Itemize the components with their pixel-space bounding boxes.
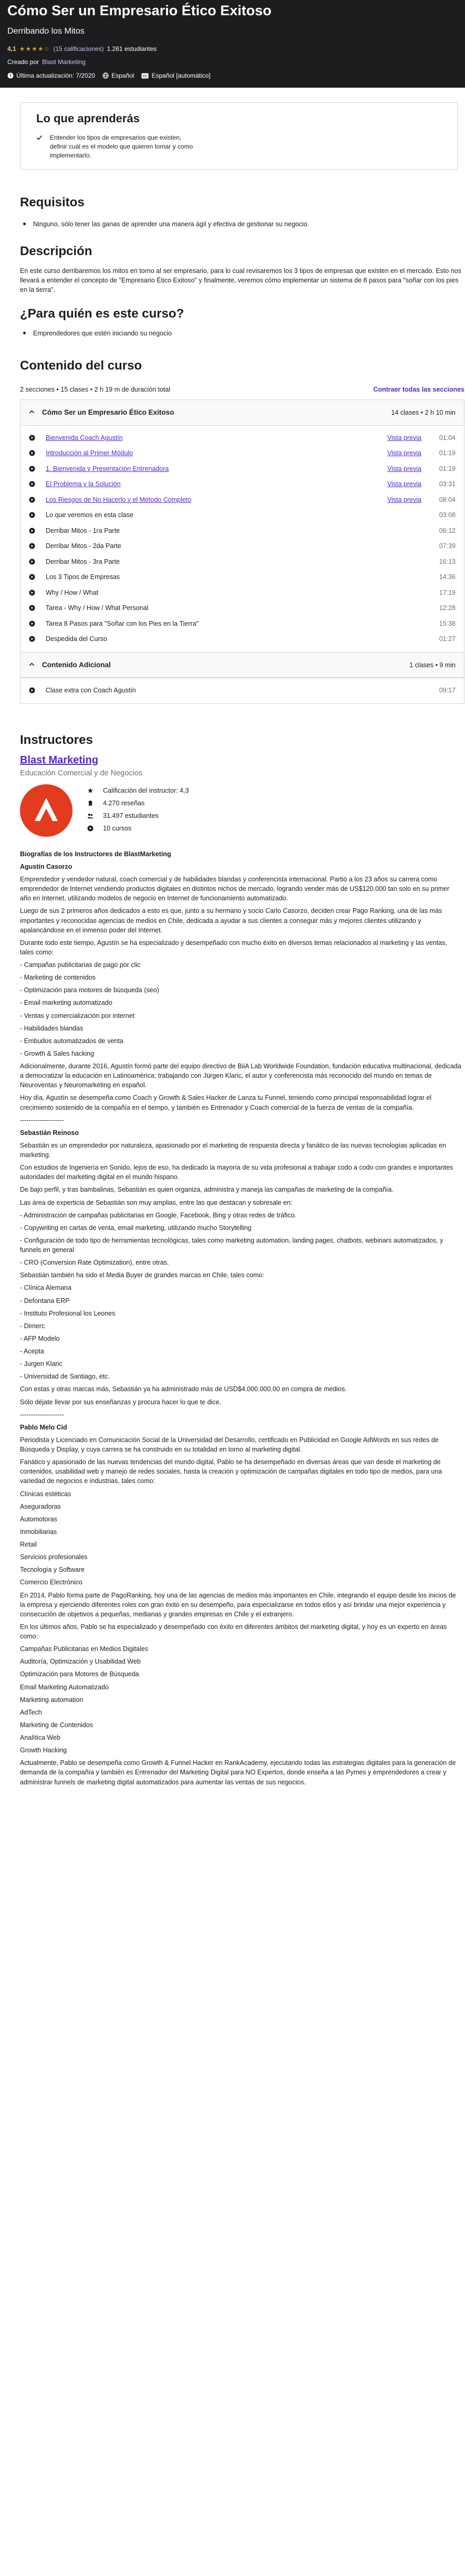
- lecture-row: [20, 554, 464, 570]
- bio-paragraph: Hoy día, Agustín se desempeña como Coach y Growth & Sales Hacker de Lanza tu Funnel, teniendo como principal responsabilidad lograr el crecimiento sostenido de la compañía en el tiempo, y también es Entrenador y Coach comercial de la fuerza de ventas de la compañía.: [20, 1094, 432, 1111]
- play-circle-icon: [29, 590, 35, 596]
- lecture-row: [20, 523, 464, 539]
- lecture-duration: 14:36: [439, 573, 456, 581]
- lecture-list: [20, 426, 464, 652]
- lecture-row[interactable]: [20, 430, 464, 446]
- bio-paragraph: Comercio Electrónico: [20, 1579, 82, 1586]
- lecture-row[interactable]: [20, 476, 464, 492]
- instructor-profile: [20, 784, 465, 837]
- lecture-row: [20, 631, 464, 647]
- course-title: Cómo Ser un Empresario Ético Exitoso: [7, 3, 272, 18]
- bio-paragraph: Inmobiliarias: [20, 1528, 57, 1536]
- lecture-row: [20, 616, 464, 632]
- play-circle-icon: [29, 466, 35, 472]
- lecture-row: [20, 569, 464, 585]
- description-text: En este curso derribaremos los mitos en torno al ser empresario, para lo cual revisaremos los 3 tipos de empresas que existen en el mercado. Esto nos llevará a entender el concepto de "Empresario Ético Exitoso" y finalmente, veremos cómo implementar un sistema de 8 pasos para "soñar con los pies en la tierra".: [20, 267, 461, 294]
- lecture-title[interactable]: Los Riesgos de No Hacerlo y el Método Completo: [46, 496, 192, 503]
- description-title: Descripción: [20, 244, 92, 259]
- lecture-list: [20, 678, 464, 703]
- description-body: [20, 266, 465, 295]
- requirements-title: Requisitos: [20, 195, 85, 210]
- lecture-duration: 01:19: [439, 465, 456, 472]
- play-circle-icon: [29, 435, 35, 441]
- bio-paragraph: Marketing automation: [20, 1696, 84, 1704]
- chevron-up-icon: [29, 409, 35, 415]
- course-content-title: Contenido del curso: [20, 359, 142, 373]
- bio-paragraph: Sebastián también ha sido el Media Buyer de grandes marcas en Chile, tales como:: [20, 1271, 264, 1279]
- bio-paragraph: - Embudos automatizados de venta: [20, 1037, 123, 1045]
- instructor-logo-icon: [30, 795, 62, 826]
- what-you-learn-title: Lo que aprenderás: [36, 112, 140, 125]
- lecture-row: [20, 585, 464, 601]
- audience-list: [20, 329, 465, 338]
- bio-paragraph: Fanático y apasionado de las nuevas tendencias del mundo digital, Pablo se ha desempeñado en diversas áreas que van desde el marketing de contenidos, usabilidad web y manejo de redes sociales, hasta la creación y optimización de campañas digitales en todo tipo de medios, para una variedad de negocios e industrias, tales como:: [20, 1458, 442, 1485]
- bio-paragraph: AdTech: [20, 1708, 42, 1716]
- bio-paragraph: Actualmente, Pablo se desempeña como Growth & Funnel Hacker en RankAcademy, ejecutando todas las estrategias digitales para la generación de demanda de la compañía y también es Entrenador del Marketing Digital para NO Expertos, donde enseña a las Pymes y emprendedores a crear y administrar funnels de marketing digital automatizados para aumentar las ventas de sus negocios.: [20, 1759, 456, 1786]
- bio-paragraph: Email Marketing Automatizado: [20, 1683, 109, 1691]
- preview-link[interactable]: Vista previa: [387, 480, 422, 488]
- star-icon: [87, 787, 94, 794]
- bio-paragraph: Automotoras: [20, 1515, 57, 1523]
- lecture-duration: 09:17: [439, 687, 456, 695]
- section-title: Contenido Adicional: [42, 660, 111, 669]
- preview-link[interactable]: Vista previa: [387, 496, 422, 503]
- audience-text: Emprendedores que estén iniciando su negocio: [33, 330, 172, 338]
- update-info: [7, 71, 95, 80]
- bio-paragraph: - Habilidades blandas: [20, 1024, 84, 1032]
- instructor-name-link[interactable]: Blast Marketing: [20, 754, 98, 766]
- instructor-avatar[interactable]: [20, 784, 73, 837]
- check-icon: [36, 134, 43, 141]
- lecture-duration: 03:31: [439, 480, 456, 488]
- bio-paragraph: - Universidad de Santiago, etc.: [20, 1373, 110, 1381]
- learn-item: [36, 133, 194, 160]
- preview-link[interactable]: Vista previa: [387, 449, 422, 457]
- lecture-duration: 17:19: [439, 588, 456, 596]
- section-meta: 14 clases • 2 h 10 min: [391, 409, 456, 417]
- bio-paragraph: Adicionalmente, durante 2016, Agustín formó parte del equipo directivo de BiiA Lab Worldwide Foundation, fundación educativa multinacional, dedicada a democratizar la educación en Latinoamérica; trabajando con Jürgen Klaric, el autor y conferencista más reconocido del mundo en temas de Neuroventas y Neuromarketing en español.: [20, 1063, 461, 1089]
- bio-paragraph: Campañas Publicitarias en Medios Digitales: [20, 1645, 148, 1653]
- bio-paragraph: - CRO (Conversion Rate Optimization), entre otras.: [20, 1259, 169, 1267]
- students-count: 1.261 estudiantes: [107, 45, 157, 52]
- lecture-title: Tarea - Why / How / What Personal: [46, 604, 149, 612]
- course-captions: Español [automático]: [151, 71, 211, 79]
- learn-item-text: Entender los tipos de empresarios que existen, definir cuál es el modelo que quieren tomar y como implementarlo.: [50, 134, 193, 159]
- section-header[interactable]: [20, 652, 464, 678]
- lecture-title[interactable]: Bienvenida Coach Agustín: [46, 434, 123, 441]
- play-circle-icon: [29, 605, 35, 611]
- lecture-row[interactable]: [20, 461, 464, 477]
- bio-paragraph: - Campañas publicitarias de pago por clic: [20, 961, 141, 969]
- bio-paragraph: Servicios profesionales: [20, 1553, 88, 1561]
- play-circle-icon: [29, 497, 35, 503]
- lecture-title: Derribar Mitos - 3ra Parte: [46, 558, 120, 565]
- lecture-title: Why / How / What: [46, 588, 99, 596]
- play-circle-icon: [29, 528, 35, 534]
- bio-paragraph: Con estas y otras marcas más, Sebastián ya ha administrado más de USD$4.000.000.00 en compra de medios.: [20, 1385, 347, 1393]
- globe-icon: [102, 72, 109, 79]
- bio-paragraph: En los últimos años, Pablo se ha especializado y desempeñado con éxito en diferentes ámbitos del marketing digital, y hoy es un experto en áreas como:: [20, 1623, 447, 1641]
- lecture-duration: 15:38: [439, 619, 456, 627]
- created-by-label: Creado por: [7, 58, 39, 66]
- award-icon: [87, 800, 94, 806]
- lecture-row: [20, 507, 464, 523]
- content-summary: 2 secciones • 15 clases • 2 h 19 m de duración total: [20, 386, 170, 394]
- lecture-title: Los 3 Tipos de Empresas: [46, 573, 120, 581]
- lecture-row[interactable]: [20, 492, 464, 508]
- bio-paragraph: Optimización para Motores de Búsqueda: [20, 1670, 139, 1678]
- instructor-stat: [87, 784, 189, 797]
- lecture-duration: 03:08: [439, 511, 456, 519]
- what-you-learn-box: [20, 102, 458, 170]
- rating-stars-icon: ★★★★☆: [19, 45, 50, 52]
- closed-captions-icon: [141, 73, 149, 79]
- bio-paragraph: - AFP Modelo: [20, 1334, 60, 1342]
- bio-paragraph: Aseguradoras: [20, 1502, 61, 1510]
- instructor-subtitle: Educación Comercial y de Negocios: [20, 769, 142, 777]
- bio-paragraph: - Optimización para motores de búsqueda (seo): [20, 986, 159, 994]
- students-icon: [87, 813, 94, 819]
- instructor-stats: [87, 784, 189, 837]
- lecture-row: [20, 682, 464, 698]
- section-title-wrap: [29, 407, 174, 418]
- instructors-title: Instructores: [20, 732, 93, 747]
- bio-paragraph: - Email marketing automatizado: [20, 999, 112, 1007]
- bio-paragraph: Periodista y Licenciado en Comunicación Social de la Universidad del Desarrollo, certificado en Publicidad en Google AdWords en sus redes de Búsqueda y Display, y cuya carrera se ha construido en su totalidad en torno al marketing digital.: [20, 1436, 439, 1454]
- bio-paragraph: - Marketing de contenidos: [20, 974, 96, 982]
- instructor-stat: [87, 822, 189, 835]
- bio-paragraph: Growth Hacking: [20, 1747, 67, 1754]
- instructor-stat-text: Calificación del instructor: 4,3: [103, 786, 189, 794]
- bullet-icon: [23, 332, 26, 334]
- lecture-title[interactable]: Introducción al Primer Módulo: [46, 449, 133, 457]
- bio-paragraph: --------------------: [20, 1411, 64, 1418]
- svg-text:CC: CC: [143, 75, 148, 78]
- play-circle-icon: [29, 574, 35, 580]
- instructor-stat-text: 10 cursos: [103, 824, 132, 832]
- course-info-row: [7, 71, 458, 80]
- instructor-stat: [87, 797, 189, 809]
- instructor-stat-text: 31.497 estudiantes: [103, 812, 159, 819]
- lecture-title[interactable]: El Problema y la Solución: [46, 480, 121, 488]
- section-header[interactable]: [20, 400, 464, 426]
- bio-paragraph: Analítica Web: [20, 1734, 60, 1742]
- bio-paragraph: De bajo perfil, y tras bambalinas, Sebastián es quien organiza, administra y maneja las campañas de marketing de la compañía.: [20, 1186, 394, 1194]
- bio-paragraph: Durante todo este tiempo, Agustín se ha especializado y desempeñado con mucho éxito en diversos temas relacionados al marketing y las ventas, tales como:: [20, 939, 447, 956]
- play-circle-icon: [87, 825, 94, 832]
- chevron-up-icon: [29, 661, 35, 667]
- content-summary-row: [20, 385, 464, 394]
- instructor-stat-text: 4.270 reseñas: [103, 799, 145, 807]
- bio-paragraph: Con estudios de Ingeniería en Sonido, lejos de eso, ha dedicado la mayoría de su vida profesional a trabajar codo a codo con grandes e importantes autoridades del marketing digital en el mundo hispano.: [20, 1164, 453, 1181]
- bullet-icon: [23, 223, 26, 225]
- bio-paragraph: Sebastián es un emprendedor por naturaleza, apasionado por el marketing de respuesta directa y fanático de las nuevas tecnologías aplicadas en marketing.: [20, 1141, 446, 1159]
- lecture-duration: 06:12: [439, 527, 456, 534]
- instructor-bio: [20, 849, 461, 1787]
- play-circle-icon: [29, 636, 35, 642]
- bio-paragraph: Luego de sus 2 primeros años dedicados a esto es que, junto a su hermano y socio Carlo Casorzo, deciden crear Pago Ranking, una de las más importantes y reconocidas agencias de medios en Chile, dedicada a ayudar a sus clientes a conseguir más y mejores clientes utilizando y apalancándose en el inmenso poder del Internet.: [20, 907, 442, 934]
- rating-row: [7, 45, 458, 54]
- preview-link[interactable]: Vista previa: [387, 465, 422, 472]
- section-meta: 1 clases • 9 min: [409, 661, 456, 669]
- lecture-title: Lo que veremos en esta clase: [46, 511, 133, 519]
- bio-heading: Pablo Melo Cid: [20, 1423, 67, 1431]
- course-header: [0, 0, 465, 88]
- bio-paragraph: Clínicas estéticas: [20, 1490, 71, 1498]
- bio-paragraph: - Ventas y comercialización por internet: [20, 1012, 135, 1019]
- bio-paragraph: Marketing de Contenidos: [20, 1721, 93, 1729]
- bio-paragraph: - Growth & Sales hacking: [20, 1049, 95, 1057]
- bio-paragraph: Sólo déjate llevar por sus enseñanzas y procura hacer lo que te dice.: [20, 1398, 221, 1406]
- section-title: Cómo Ser un Empresario Ético Exitoso: [42, 408, 174, 417]
- bio-paragraph: - Instituto Profesional los Leones: [20, 1309, 116, 1317]
- play-circle-icon: [29, 543, 35, 549]
- last-updated: Última actualización: 7/2020: [16, 71, 96, 79]
- bio-paragraph: Las área de experticia de Sebastián son muy amplias, entre las que destacan y sobresale en:: [20, 1198, 293, 1206]
- play-circle-icon: [29, 687, 35, 693]
- lecture-title[interactable]: 1. Bienvenida y Presentación Entrenadora: [46, 465, 169, 472]
- play-circle-icon: [29, 450, 35, 456]
- created-by-row: [7, 58, 458, 67]
- bio-paragraph: - Clínica Alemana: [20, 1284, 71, 1292]
- rating-value: 4,1: [7, 45, 16, 52]
- language-info: [102, 71, 134, 80]
- curriculum-accordion: [20, 399, 464, 704]
- lecture-title: Despedida del Curso: [46, 635, 107, 643]
- bio-paragraph: - Acepta: [20, 1348, 44, 1355]
- bio-paragraph: - Dimerc: [20, 1322, 45, 1330]
- lecture-duration: 01:27: [439, 635, 456, 643]
- instructor-stat: [87, 809, 189, 822]
- collapse-all-button[interactable]: Contraer todas las secciones: [373, 386, 464, 394]
- lecture-title: Derribar Mitos - 1ra Parte: [46, 527, 120, 534]
- lecture-duration: 07:39: [439, 542, 456, 550]
- bio-paragraph: Emprendedor y vendedor natural, coach comercial y de habilidades blandas y conferencista internacional. Partió a los 23 años su carrera como emprendedor de Internet vendiendo productos digitales en distintos nichos de mercado, logrando vender más de US$120.000 tan solo en su primer año en Internet, utilizando modelos de negocio en Internet de funcionamiento automatizado.: [20, 876, 450, 902]
- lecture-duration: 16:13: [439, 558, 456, 565]
- course-language: Español: [111, 71, 135, 79]
- lecture-duration: 01:04: [439, 434, 456, 441]
- bio-paragraph: Retail: [20, 1541, 37, 1549]
- lecture-title: Tarea 8 Pasos para "Soñar con los Pies en la Tierra": [46, 619, 199, 627]
- preview-link[interactable]: Vista previa: [387, 434, 422, 441]
- bio-paragraph: - Jurgen Klaric: [20, 1360, 63, 1368]
- play-circle-icon: [29, 512, 35, 518]
- lecture-row: [20, 600, 464, 616]
- alert-icon: [7, 72, 14, 79]
- bio-paragraph: --------------------: [20, 1116, 64, 1124]
- audience-title: ¿Para quién es este curso?: [20, 307, 184, 321]
- bio-paragraph: - Copywriting en cartas de venta, email marketing, utilizando mucho Storytelling: [20, 1224, 252, 1232]
- requirement-text: Ninguno, sólo tener las ganas de aprender una manera ágil y efectiva de gestionar su negocio.: [33, 220, 309, 228]
- bio-paragraph: Tecnología y Software: [20, 1566, 85, 1574]
- bio-paragraph: En 2014, Pablo forma parte de PagoRanking, hoy una de las agencias de medios más importantes en Chile, integrando el equipo desde los inicios de la empresa y ejerciendo diferentes roles con gran éxito en su desempeño, para especializarse en todos ellos y así brindar una mejor experiencia y consecución de objetivos a pequeñas, medianas y grandes empresas en Chile y el extranjero.: [20, 1591, 456, 1618]
- bio-paragraph: Auditoría, Optimización y Usabilidad Web: [20, 1658, 141, 1666]
- bio-paragraph: - Configuración de todo tipo de herramientas tecnológicas, tales como marketing automation, landing pages, chatbots, webinars automatizados, y funnels en general: [20, 1236, 443, 1254]
- ratings-link[interactable]: (15 calificaciones): [53, 45, 104, 52]
- lecture-row: [20, 538, 464, 554]
- bio-paragraph: - Defontana ERP: [20, 1297, 70, 1305]
- section-title-wrap: [29, 660, 111, 670]
- lecture-duration: 01:19: [439, 449, 456, 457]
- lecture-title: Derribar Mitos - 2da Parte: [46, 542, 121, 550]
- play-circle-icon: [29, 559, 35, 565]
- lecture-title: Clase extra con Coach Agustín: [46, 687, 136, 695]
- bio-heading: Biografías de los Instructores de BlastMarketing: [20, 850, 171, 858]
- author-link[interactable]: Blast Marketing: [42, 58, 86, 66]
- bio-heading: Sebastián Reinoso: [20, 1129, 79, 1137]
- list-item: [23, 219, 465, 229]
- lecture-duration: 12:28: [439, 604, 456, 612]
- course-subtitle: Derribando los Mitos: [7, 26, 85, 36]
- lecture-duration: 08:04: [439, 496, 456, 503]
- requirements-list: [20, 219, 465, 229]
- bio-heading: Agustín Casorzo: [20, 863, 73, 870]
- main-content: [0, 102, 465, 1806]
- list-item: [23, 329, 465, 338]
- bio-paragraph: - Administración de campañas publicitarias en Google, Facebook, Bing y otras redes de tráfico.: [20, 1211, 296, 1219]
- captions-info: [141, 71, 210, 80]
- lecture-row[interactable]: [20, 445, 464, 461]
- play-circle-icon: [29, 621, 35, 627]
- play-circle-icon: [29, 481, 35, 487]
